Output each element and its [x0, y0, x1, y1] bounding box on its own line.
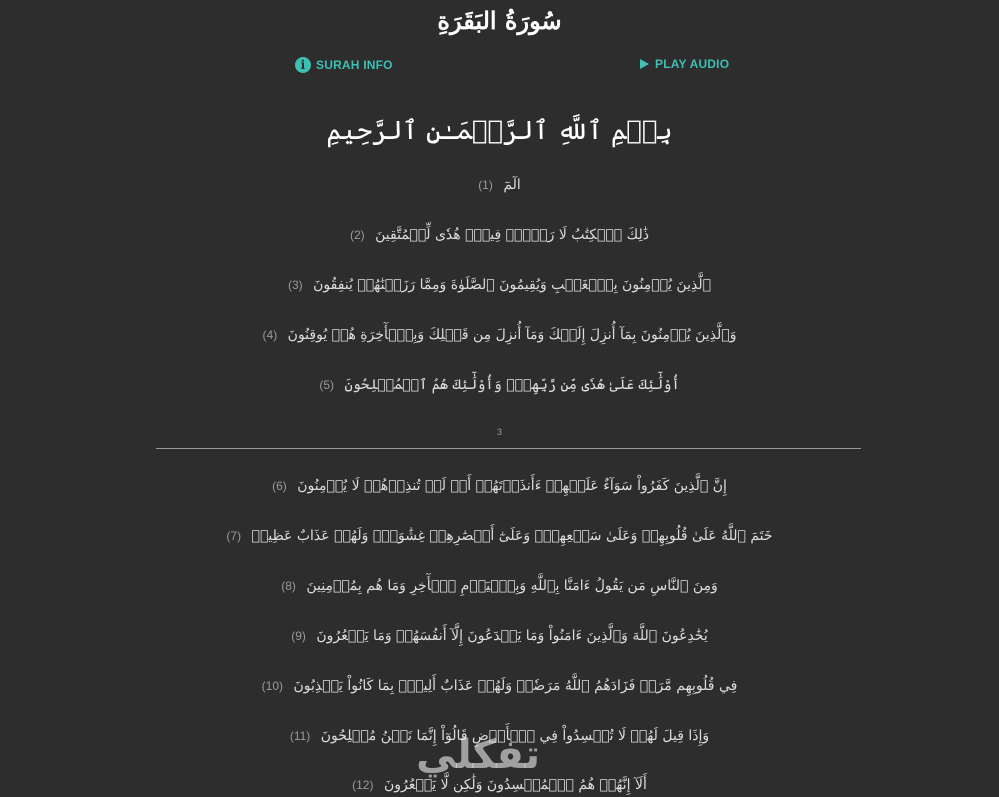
play-icon	[640, 59, 649, 69]
surah-title: سُورَةُ البَقَرَةِ	[437, 6, 562, 35]
verse-text: وَمِنَ ٱلنَّاسِ مَن يَقُولُ ءَامَنَّا بِٱللَّهِ وَبِٱلۡيَوۡمِ ٱلۡأٓخِرِ وَمَا هُم بِمُؤۡمِنِينَ	[306, 578, 718, 594]
surah-info-button[interactable]	[295, 57, 393, 73]
verse-5[interactable]	[0, 373, 999, 397]
verse-11[interactable]	[0, 724, 999, 748]
verse-number: (12)	[352, 778, 374, 792]
verse-text: الٓمٓ	[503, 177, 521, 193]
verse-number: (2)	[350, 228, 365, 242]
verse-number: (11)	[289, 729, 311, 743]
page-divider	[156, 448, 861, 449]
info-icon: i	[295, 57, 311, 73]
verse-number: (10)	[261, 679, 284, 693]
verse-text: فِي قُلُوبِهِم مَّرَضٞ فَزَادَهُمُ ٱللَّهُ مَرَضٗاۖ وَلَهُمۡ عَذَابٌ أَلِيمُۢ بِمَا كَانُواْ يَكۡذِبُونَ	[293, 678, 738, 694]
verse-number: (5)	[319, 378, 334, 392]
verse-9[interactable]	[0, 624, 999, 648]
verse-text: أَلَآ إِنَّهُمۡ هُمُ ٱلۡمُفۡسِدُونَ وَلَٰكِن لَّا يَشۡعُرُونَ	[383, 777, 647, 793]
bismillah: بِسۡمِ ٱللَّهِ ٱلرَّحۡمَـٰنِ ٱلرَّحِيمِ	[326, 116, 673, 146]
verse-text: ٱلَّذِينَ يُؤۡمِنُونَ بِٱلۡغَيۡبِ وَيُقِيمُونَ ٱلصَّلَوٰةَ وَمِمَّا رَزَقۡنَٰهُمۡ يُنفِقُونَ	[313, 277, 711, 293]
verse-text: وَإِذَا قِيلَ لَهُمۡ لَا تُفۡسِدُواْ فِي ٱلۡأَرۡضِ قَالُوٓاْ إِنَّمَا نَحۡنُ مُصۡلِحُونَ	[320, 728, 710, 744]
verse-number: (3)	[288, 278, 303, 292]
verse-number: (4)	[262, 328, 278, 342]
verse-12[interactable]	[0, 773, 999, 797]
play-audio-button[interactable]	[640, 57, 729, 71]
verse-number: (9)	[291, 629, 306, 643]
verse-7[interactable]	[0, 524, 999, 548]
verse-3[interactable]	[0, 273, 999, 297]
watermark-logo: تفكلي	[416, 732, 540, 778]
verse-number: (8)	[281, 579, 296, 593]
verse-text: أُوْلَٰٓئِكَ عَلَىٰ هُدٗى مِّن رَّبِّهِمۡۖ وَأُوْلَٰٓئِكَ هُمُ ٱلۡمُفۡلِحُونَ	[344, 377, 680, 393]
verse-text: وَٱلَّذِينَ يُؤۡمِنُونَ بِمَآ أُنزِلَ إِلَيۡكَ وَمَآ أُنزِلَ مِن قَبۡلِكَ وَبِٱلۡأٓخِرَةِ هُمۡ يُوقِنُونَ	[287, 327, 737, 343]
verse-number: (1)	[478, 178, 493, 192]
verse-number: (7)	[226, 529, 242, 543]
verse-2[interactable]	[0, 223, 999, 247]
page-number: 3	[496, 427, 502, 437]
verse-8[interactable]	[0, 574, 999, 598]
verse-text: يُخَٰدِعُونَ ٱللَّهَ وَٱلَّذِينَ ءَامَنُواْ وَمَا يَخۡدَعُونَ إِلَّآ أَنفُسَهُمۡ وَمَا يَشۡعُرُونَ	[316, 628, 708, 644]
verse-4[interactable]	[0, 323, 999, 347]
surah-actions	[0, 57, 999, 79]
verse-number: (6)	[272, 479, 287, 493]
surah-info-label: SURAH INFO	[316, 58, 393, 72]
verse-1[interactable]	[0, 173, 999, 197]
verse-text: إِنَّ ٱلَّذِينَ كَفَرُواْ سَوَآءٌ عَلَيۡهِمۡ ءَأَنذَرۡتَهُمۡ أَمۡ لَمۡ تُنذِرۡهُمۡ لَا يُؤۡمِنُونَ	[297, 478, 727, 494]
verse-text: خَتَمَ ٱللَّهُ عَلَىٰ قُلُوبِهِمۡ وَعَلَىٰ سَمۡعِهِمۡۖ وَعَلَىٰٓ أَبۡصَٰرِهِمۡ غِشَٰوَةٞۖ وَلَهُمۡ عَذَابٌ عَظِيمٞ	[251, 528, 773, 544]
play-audio-label: PLAY AUDIO	[655, 57, 730, 71]
verse-10[interactable]	[0, 674, 999, 698]
verse-text: ذَٰلِكَ ٱلۡكِتَٰبُ لَا رَيۡبَۛ فِيهِۛ هُدٗى لِّلۡمُتَّقِينَ	[375, 227, 649, 243]
verse-6[interactable]	[0, 474, 999, 498]
